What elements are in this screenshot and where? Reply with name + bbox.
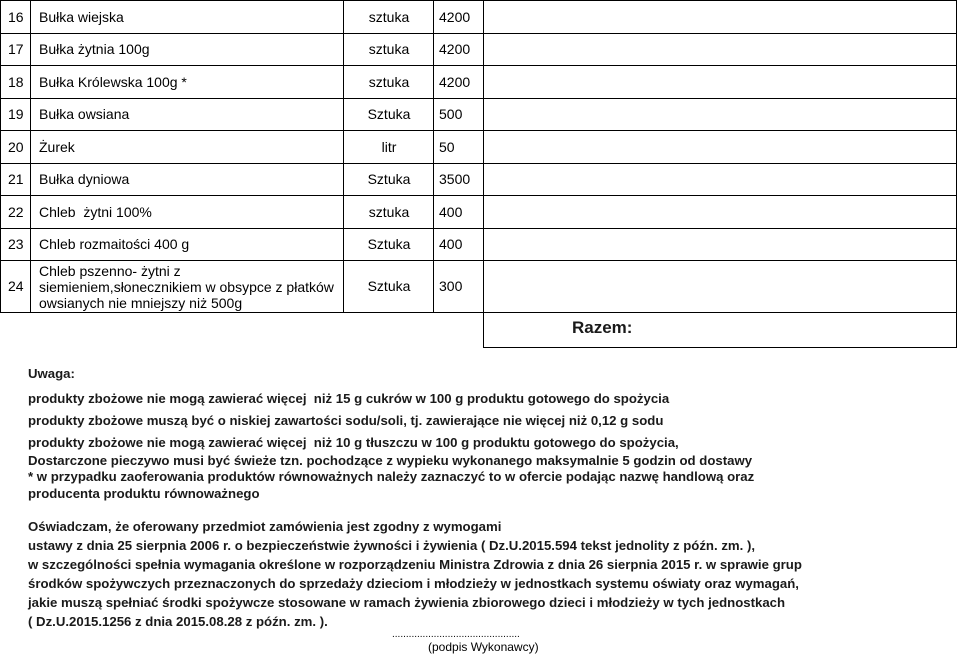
declaration-line: jakie muszą spełniać środki spożywcze stosowane w ramach żywienia zbiorowego dzieci i młodzieży w tych jednostkach xyxy=(28,595,786,610)
product-name: Bułka Królewska 100g * xyxy=(39,74,187,90)
declaration-line: środków spożywczych przeznaczonych do sprzedaży dzieciom i młodzieży w jednostkach systemu oświaty oraz wymagań, xyxy=(28,576,799,591)
row-divider xyxy=(483,347,957,348)
row-divider xyxy=(0,228,957,229)
row-number: 23 xyxy=(8,236,24,252)
product-unit: Sztuka xyxy=(367,106,411,122)
product-unit: Sztuka xyxy=(367,278,411,294)
product-quantity: 500 xyxy=(439,106,463,122)
notes-heading: Uwaga: xyxy=(28,366,75,381)
row-divider xyxy=(0,195,957,196)
declaration-line: ustawy z dnia 25 sierpnia 2006 r. o bezpieczeństwie żywności i żywienia ( Dz.U.2015.594 tekst jednolity z późn. zm. ), xyxy=(28,538,756,553)
product-unit: Sztuka xyxy=(367,236,411,252)
table-border-left xyxy=(0,0,1,312)
row-divider xyxy=(0,130,957,131)
declaration-line: w szczególności spełnia wymagania określone w rozporządzeniu Ministra Zdrowia z dnia 26 sierpnia 2015 r. w sprawie grup xyxy=(28,557,802,572)
product-name: Bułka owsiana xyxy=(39,106,130,122)
row-divider xyxy=(0,312,957,313)
product-name: Chleb pszenno- żytni z siemieniem,słonecznikiem w obsypce z płatków owsianych nie mniejszy niż 500g xyxy=(39,263,334,311)
product-unit: sztuka xyxy=(368,9,410,25)
product-unit: Sztuka xyxy=(367,171,411,187)
product-quantity: 300 xyxy=(439,278,463,294)
row-number: 19 xyxy=(8,106,24,122)
row-number: 22 xyxy=(8,204,24,220)
row-number: 16 xyxy=(8,9,24,25)
row-divider xyxy=(0,0,957,1)
product-name: Bułka wiejska xyxy=(39,9,124,25)
note-line: Dostarczone pieczywo musi być świeże tzn. pochodzące z wypieku wykonanego maksymalnie 5 godzin od dostawy xyxy=(28,453,753,468)
row-number: 17 xyxy=(8,41,24,57)
product-quantity: 400 xyxy=(439,204,463,220)
product-quantity: 3500 xyxy=(439,171,471,187)
note-line: produkty zbożowe nie mogą zawierać więcej niż 10 g tłuszczu w 100 g produktu gotowego do spożycia, xyxy=(28,435,679,450)
product-name: Żurek xyxy=(39,139,75,155)
row-divider xyxy=(0,260,957,261)
product-unit: sztuka xyxy=(368,41,410,57)
total-label: Razem: xyxy=(572,318,633,337)
product-name: Chleb żytni 100% xyxy=(39,204,152,220)
row-number: 18 xyxy=(8,74,24,90)
product-unit: sztuka xyxy=(368,204,410,220)
row-number: 24 xyxy=(8,278,24,294)
product-unit: sztuka xyxy=(368,74,410,90)
row-number: 21 xyxy=(8,171,24,187)
product-quantity: 400 xyxy=(439,236,463,252)
row-divider xyxy=(0,65,957,66)
note-line: * w przypadku zaoferowania produktów równoważnych należy zaznaczyć to w ofercie podając nazwę handlową oraz xyxy=(28,469,755,484)
signature-line: .............................................. xyxy=(392,629,520,640)
row-divider xyxy=(0,98,957,99)
product-name: Bułka dyniowa xyxy=(39,171,130,187)
table-column-divider xyxy=(483,0,484,347)
note-line: producenta produktu równoważnego xyxy=(28,486,260,501)
signature-label: (podpis Wykonawcy) xyxy=(428,640,539,654)
note-line: produkty zbożowe muszą być o niskiej zawartości sodu/soli, tj. zawierające nie więcej niż 0,12 g sodu xyxy=(28,413,664,428)
row-divider xyxy=(0,33,957,34)
table-column-divider xyxy=(30,0,31,312)
product-quantity: 4200 xyxy=(439,41,471,57)
product-name: Bułka żytnia 100g xyxy=(39,41,150,57)
product-quantity: 4200 xyxy=(439,74,471,90)
product-quantity: 50 xyxy=(439,139,455,155)
declaration-line: Oświadczam, że oferowany przedmiot zamówienia jest zgodny z wymogami xyxy=(28,519,502,534)
product-name: Chleb rozmaitości 400 g xyxy=(39,236,190,252)
product-quantity: 4200 xyxy=(439,9,471,25)
row-divider xyxy=(0,163,957,164)
row-number: 20 xyxy=(8,139,24,155)
table-border-right xyxy=(956,0,957,347)
note-line: produkty zbożowe nie mogą zawierać więcej niż 15 g cukrów w 100 g produktu gotowego do spożycia xyxy=(28,391,670,406)
table-column-divider xyxy=(433,0,434,312)
product-unit: litr xyxy=(381,139,397,155)
declaration-line: ( Dz.U.2015.1256 z dnia 2015.08.28 z późn. zm. ). xyxy=(28,614,328,629)
